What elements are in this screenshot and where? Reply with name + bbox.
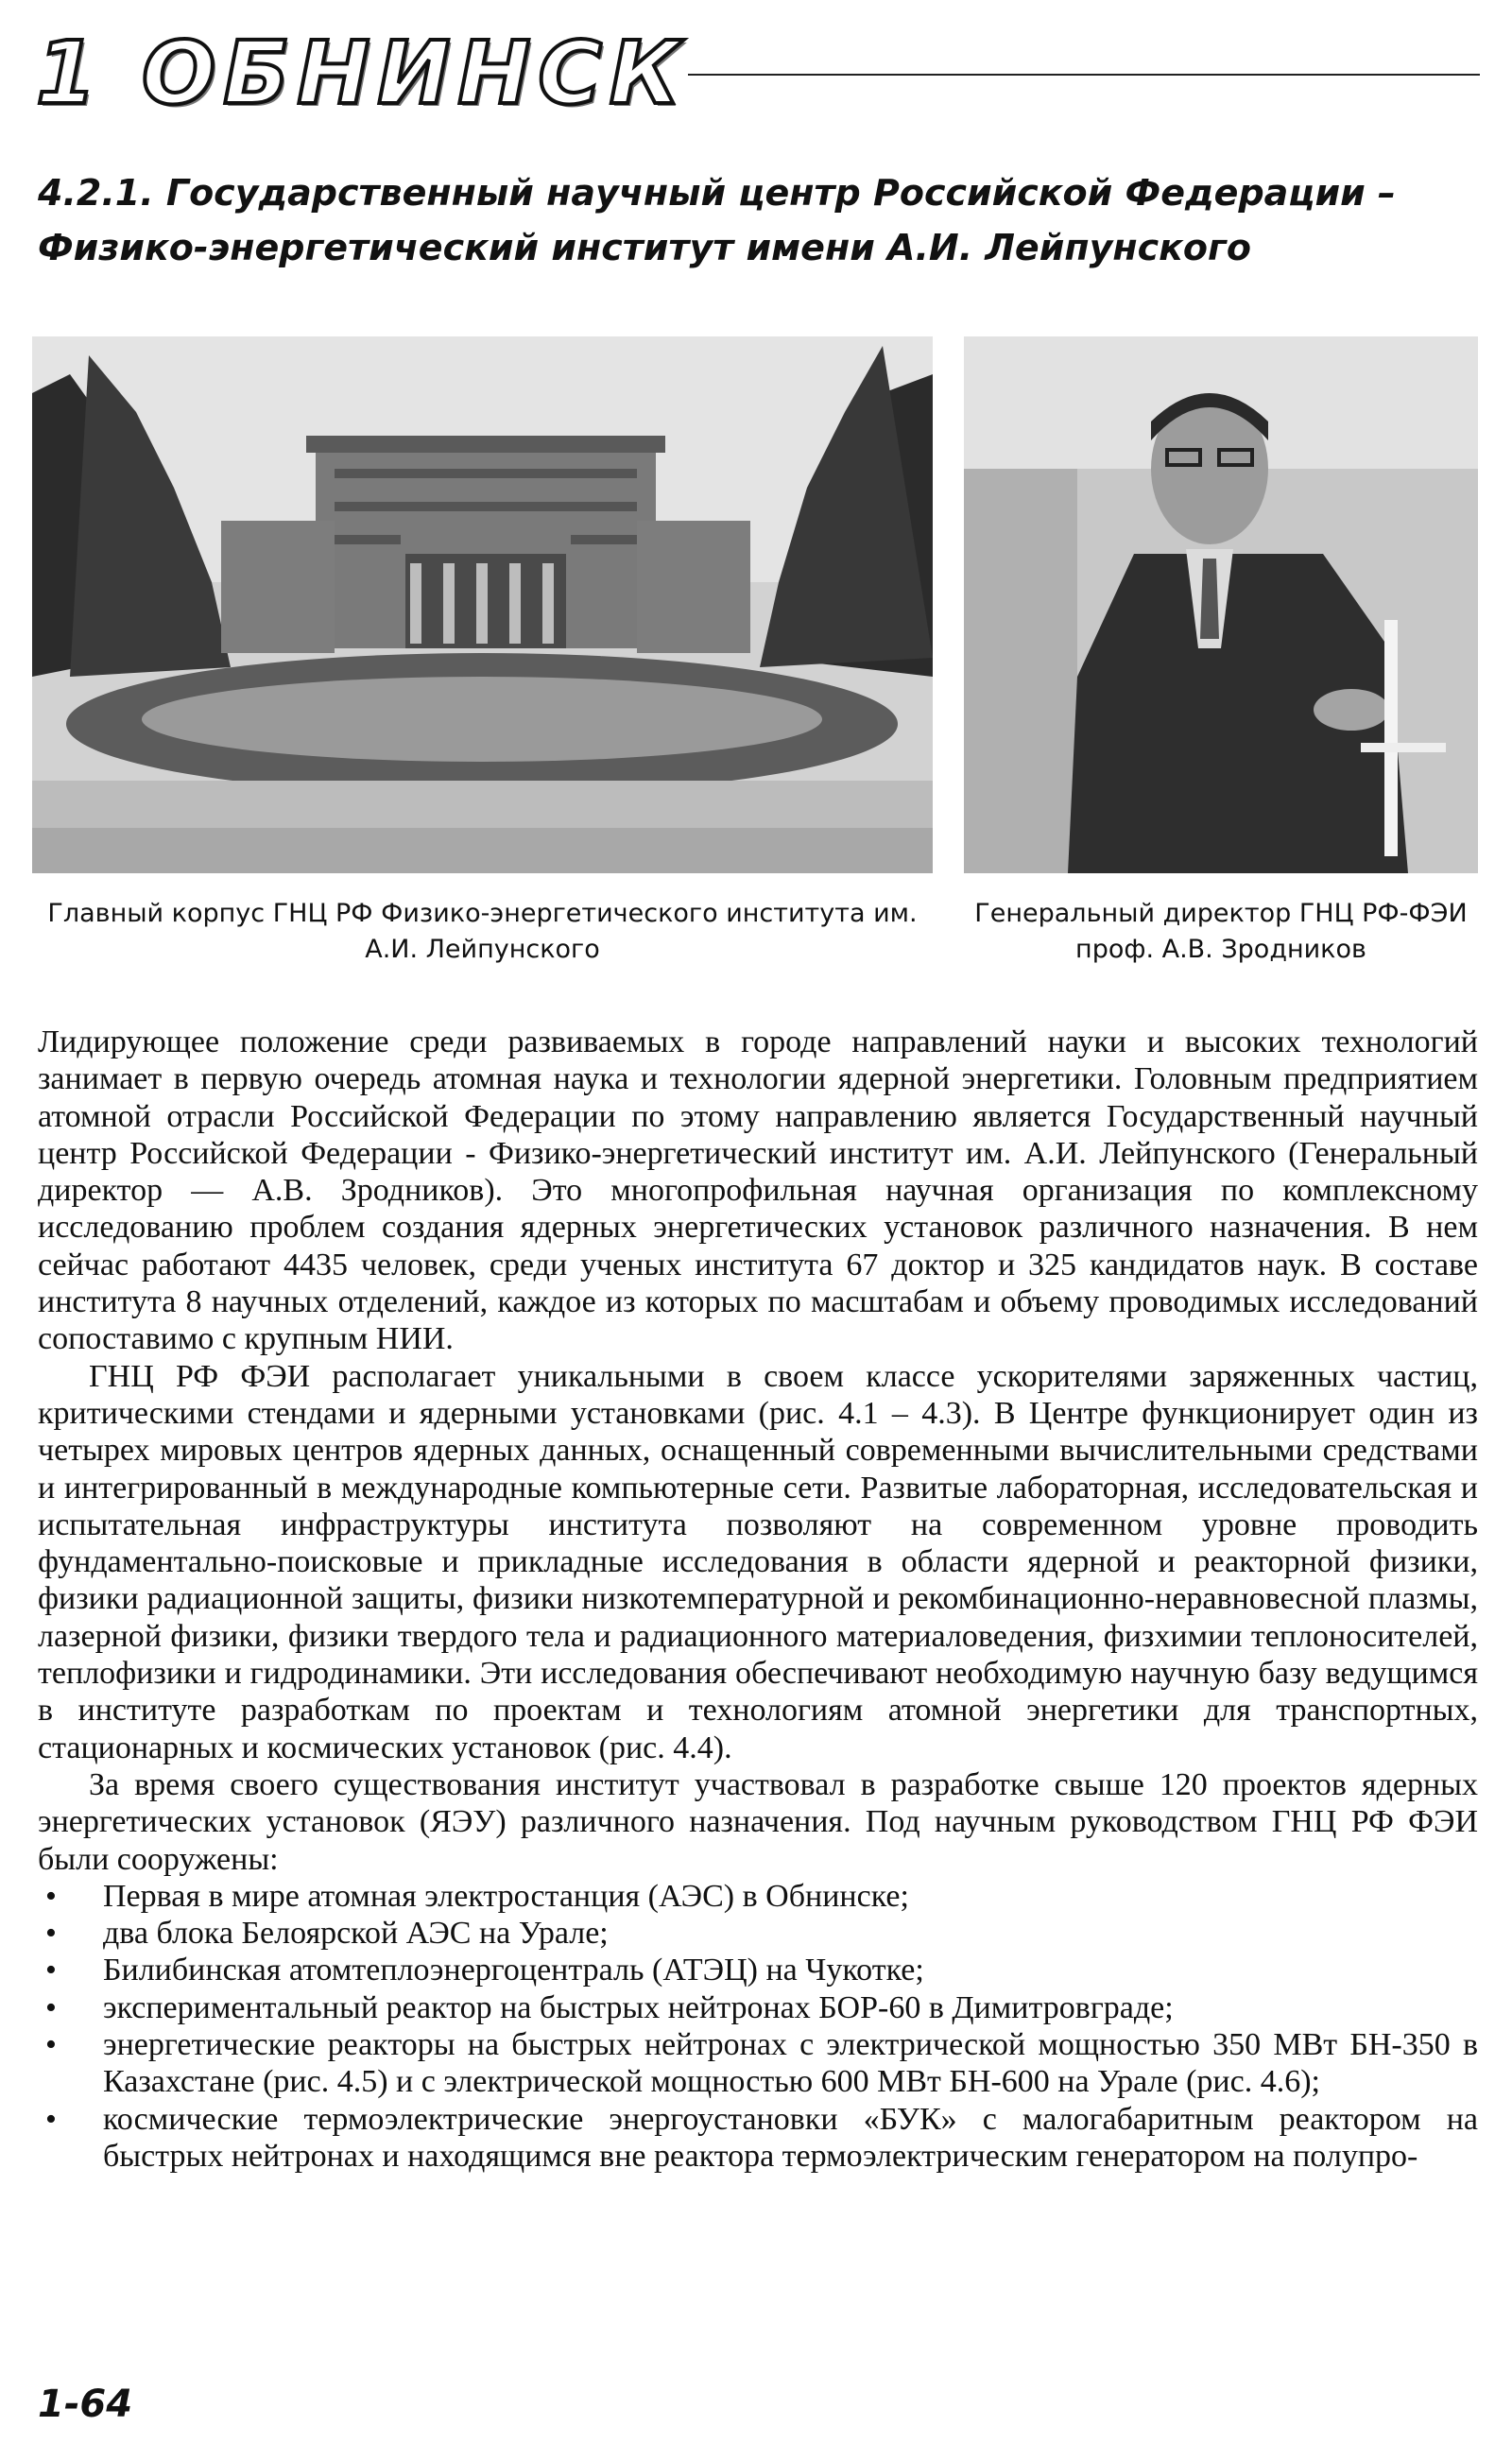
bullet-icon: • (45, 1916, 57, 1952)
bullet-icon: • (45, 1989, 57, 2025)
list-item (38, 2026, 1478, 2101)
list-item (38, 1952, 1478, 1988)
bullet-icon: • (45, 2101, 57, 2137)
section-title (38, 165, 1474, 275)
page-number: 1-64 (38, 2383, 133, 2426)
paragraph-1: Лидирующее положение среди развиваемых в городе направлений науки и высоких технологий занимает в первую очередь атомная наука и технологии ядерной энергетики. Головным предприятием атомной отрасли Российской Федерации по этому направлению является Государственный научный центр Российской Федерации - Физико-энергетический институт им. А.И. Лейпунского (Генеральный директор — А.В. Зродников). Это многопрофильная научная организация по комплексному исследованию проблем создания ядерных энергетических установок различного назначения. В нем сейчас работают 4435 человек, среди ученых института 67 доктор и 325 кандидатов наук. В составе института 8 научных отделений, каждое из которых по масштабам и объему проводимых исследований сопоставимо с крупным НИИ. (38, 1024, 1478, 1357)
list-item-text: экспериментальный реактор на быстрых нейтронах БОР-60 в Димитровграде; (103, 1989, 1174, 2025)
list-item-text: энергетические реакторы на быстрых нейтронах с электрической мощностью 350 МВт БН-350 в Казахстане (рис. 4.5) и с электрической мощностью 600 МВт БН-600 на Урале (рис. 4.6); (103, 2027, 1478, 2100)
bullet-icon: • (45, 1953, 57, 1988)
list-item-text: космические термоэлектрические энергоустановки «БУК» с малогабаритным реактором на быстрых нейтронах и находящимся вне реактора термоэлектрическим генератором на полупро- (103, 2101, 1478, 2174)
chapter-title: 1 ОБНИНСК (36, 23, 689, 124)
page-header (36, 23, 1480, 124)
director-caption: Генеральный директор ГНЦ РФ-ФЭИ проф. А.В. Зродников (974, 899, 1468, 964)
list-item-text: два блока Белоярской АЭС на Урале; (103, 1916, 609, 1952)
paragraph-3: За время своего существования институт участвовал в разработке свыше 120 проектов ядерных энергетических установок (ЯЭУ) различного назначения. Под научным руководством ГНЦ РФ ФЭИ были сооружены: (38, 1766, 1478, 1877)
list-item (38, 1915, 1478, 1952)
main-building-image (32, 336, 933, 873)
list-item (38, 1989, 1478, 2026)
section-title-line-1: 4.2.1. Государственный научный центр Российской Федерации – (38, 172, 1396, 214)
director-photo (964, 336, 1478, 873)
director-image (964, 336, 1478, 873)
header-rule (688, 74, 1480, 76)
facilities-list (38, 1878, 1478, 2175)
bullet-icon: • (45, 1878, 57, 1914)
list-item-text: Первая в мире атомная электростанция (АЭС) в Обнинске; (103, 1878, 909, 1914)
main-building-caption: Главный корпус ГНЦ РФ Физико-энергетического института им. А.И. Лейпунского (47, 899, 918, 964)
list-item (38, 1878, 1478, 1915)
list-item-text: Билибинская атомтеплоэнергоцентраль (АТЭЦ) на Чукотке; (103, 1953, 924, 1988)
article-body (38, 1024, 1478, 2175)
main-building-photo (32, 336, 933, 873)
list-item (38, 2101, 1478, 2176)
section-title-line-2: Физико-энергетический институт имени А.И. Лейпунского (38, 227, 1251, 268)
bullet-icon: • (45, 2027, 57, 2063)
paragraph-2: ГНЦ РФ ФЭИ располагает уникальными в своем классе ускорителями заряженных частиц, критическими стендами и ядерными установками (рис. 4.1 – 4.3). В Центре функционирует один из четырех мировых центров ядерных данных, оснащенный современными вычислительными средствами и интегрированный в международные компьютерные сети. Развитые лабораторная, исследовательская и испытательная инфраструктуры института позволяют на современном уровне проводить фундаментально-поисковые и прикладные исследования в области ядерной и реакторной физики, физики радиационной защиты, физики низкотемпературной и рекомбинационно-неравновесной плазмы, лазерной физики, физики твердого тела и радиационного материаловедения, физхимии теплоносителей, теплофизики и гидродинамики. Эти исследования обеспечивают необходимую научную базу ведущимся в институте разработкам по проектам и технологиям атомной энергетики для транспортных, стационарных и космических установок (рис. 4.4). (38, 1358, 1478, 1765)
